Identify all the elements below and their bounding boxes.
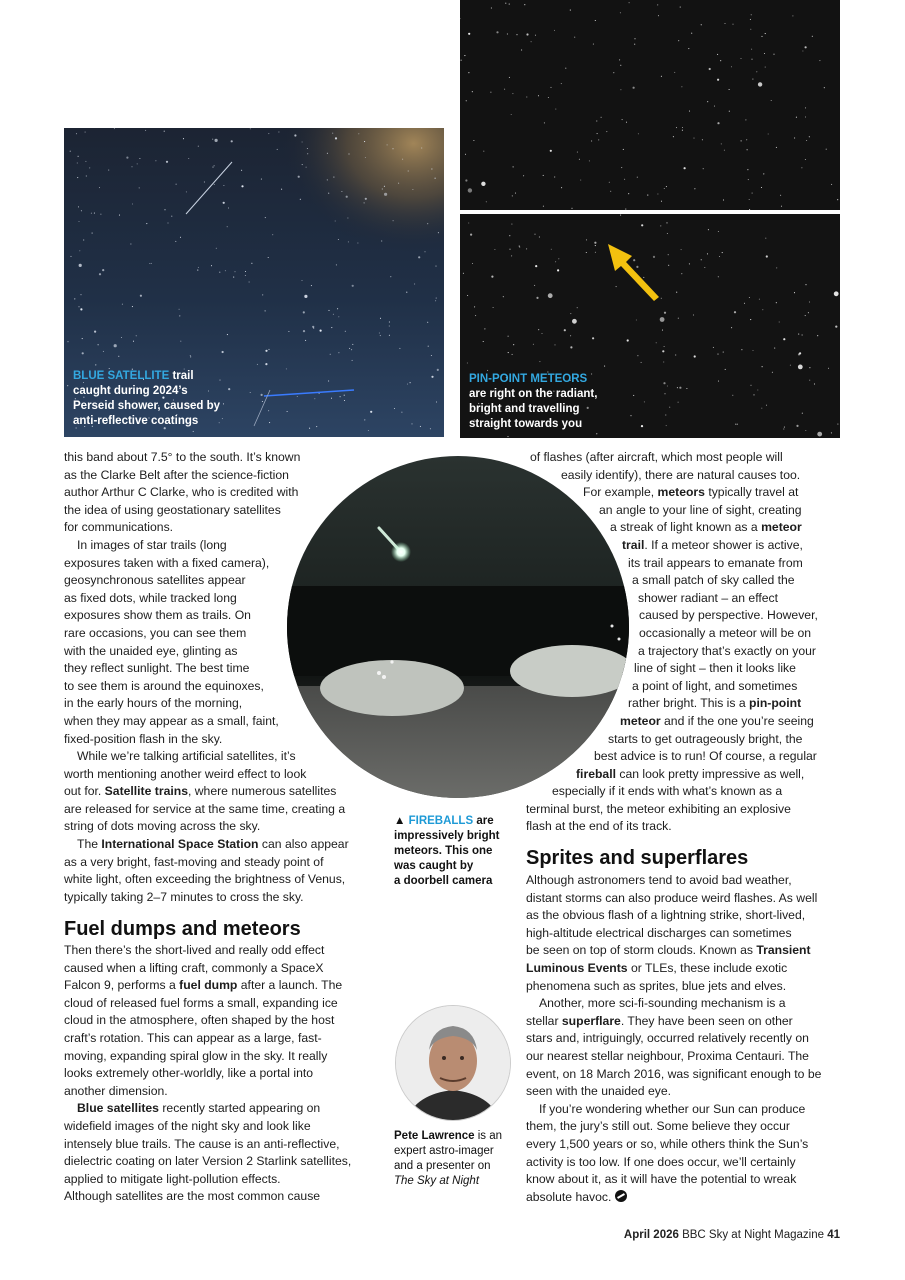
wrap-line: terminal burst, the meteor exhibiting an explosive (526, 801, 791, 816)
wrap-line: a small patch of sky called the (632, 573, 795, 588)
wrap-line: For example, meteors typically travel at (583, 485, 799, 500)
fireball-head (391, 542, 411, 562)
wrap-line: meteor and if the one you’re seeing (620, 713, 814, 728)
wrap-line: trail. If a meteor shower is active, (622, 537, 803, 552)
arrow-icon (608, 244, 659, 301)
blue-satellite-caption: BLUE SATELLITE trail caught during 2024’s Perseid shower, caused by anti-reflective coatings (73, 370, 221, 427)
caption-highlight: BLUE SATELLITE (73, 370, 170, 382)
magazine-name: BBC Sky at Night Magazine (682, 1229, 824, 1241)
wrap-line: flash at the end of its track. (526, 819, 672, 834)
fireball-caption: ▲ FIREBALLS are impressively bright meteors. This one was caught by a doorbell camera (394, 815, 500, 887)
wrap-line: caused by perspective. However, (639, 608, 818, 623)
page-number: 41 (827, 1229, 840, 1241)
paragraph-superflare: Another, more sci-fi-sounding mechanism is a stellar superflare. They have been seen on other stars and, intriguingly, occurred relatively recently on our nearest stellar neighbour, Proxima Centauri. The event, on 18 March 2016, was significant enough to be seen with the unaided eye. (526, 996, 822, 1099)
wrap-line: occasionally a meteor will be on (639, 625, 812, 640)
wrap-line: its trail appears to emanate from (628, 555, 803, 570)
paragraph-sun: If you’re wondering whether our Sun can produce them, the jury’s still out. Some believe they occur every 1,500 years or so, while others think the Sun’s activity is too low. If one does occur, we’ll certainly know about it, as it will have the potential to wreak absolute havoc. (526, 1101, 809, 1204)
paragraph-clarke-belt: this band about 7.5° to the south. It’s known as the Clarke Belt after the science-fiction author Arthur C Clarke, who is credited with the idea of using geostationary satellites for communications. (64, 450, 301, 535)
left-column-lower (64, 942, 374, 1206)
wrap-line: a streak of light known as a meteor (610, 520, 802, 535)
wrap-line: an angle to your line of sight, creating (599, 502, 802, 517)
caption-highlight: PIN-POINT METEORS (469, 373, 588, 385)
paragraph-satellite-trains: While we’re talking artificial satellites, it’s worth mentioning another weird effect to look out for. Satellite trains, where numerous satellites are released for service at the same time, creating a string of dots moving across the sky. (64, 749, 346, 834)
paragraph-blue-satellites: Blue satellites recently started appearing on widefield images of the night sky and look like intensely blue trails. The cause is an anti-reflective, dielectric coating on later Version 2 Starlink satellites, applied to mitigate light-pollution effects. Although satellites are the most common cause (64, 1101, 352, 1204)
end-mark-icon (615, 1190, 627, 1202)
paragraph-tles: Although astronomers tend to avoid bad weather, distant storms can also produce weird flashes. As well as the obvious flash of a lightning strike, short-lived, high-altitude electrical discharges can sometimes be seen on top of storm clouds. Known as Transient Luminous Events or TLEs, these include exotic phenomena such as sprites, blue jets and elves. (526, 873, 818, 993)
pinpoint-bottom-photo (460, 214, 840, 438)
wrap-line: of flashes (after aircraft, which most people will (530, 450, 783, 464)
wrap-line: best advice is to run! Of course, a regular (594, 749, 817, 764)
page-footer (600, 1229, 840, 1241)
wrap-line: rather bright. This is a pin-point (628, 696, 802, 711)
issue-date: April 2026 (623, 1229, 679, 1241)
wrap-line: especially if it ends with what’s known as a (552, 784, 783, 799)
wrap-line: fireball can look pretty impressive as well, (576, 766, 805, 781)
wrap-line: shower radiant – an effect (638, 590, 779, 605)
paragraph-star-trails: In images of star trails (long exposures taken with a fixed camera), geosynchronous satellites appear as fixed dots, while tracked long exposures show them as trails. On rare occasions, you can see them with the unaided eye, glinting as they reflect sunlight. The best time to see them is around the equinoxes, in the early hours of the morning, when they may appear as a small, faint, fixed-position flash in the sky. (64, 537, 279, 746)
heading-fuel-dumps: Fuel dumps and meteors (64, 918, 301, 940)
blue-satellite-photo (64, 128, 444, 437)
author-portrait (396, 1006, 510, 1120)
pinpoint-caption: PIN-POINT METEORS are right on the radiant, bright and travelling straight towards you (469, 373, 598, 430)
heading-sprites: Sprites and superflares (526, 847, 749, 869)
paragraph-iss: The International Space Station can also appear as a very bright, fast-moving and steady point of white light, often exceeding the brightness of Venus, typically taking 2–7 minutes to cross the sky. (64, 837, 349, 904)
pinpoint-top-starfield (460, 0, 840, 210)
wrap-line: starts to get outrageously bright, the (608, 731, 803, 746)
pinpoint-top-photo (460, 0, 840, 210)
right-column-wrap (526, 449, 842, 836)
author-bio: Pete Lawrence is an expert astro-imager and a presenter on The Sky at Night (394, 1130, 503, 1187)
right-column-lower (526, 872, 842, 1206)
wrap-line: easily identify), there are natural causes too. (561, 467, 801, 482)
wrap-line: a trajectory that’s exactly on your (638, 643, 816, 658)
paragraph-fuel-dump: Then there’s the short-lived and really odd effect caused when a lifting craft, commonly a SpaceX Falcon 9, performs a fuel dump after a launch. The cloud of released fuel forms a small, expanding ice cloud in the atmosphere, often shaped by the host craft’s rotation. This can appear as a large, fast- moving, expanding spiral glow in the sky. It really looks extremely other-worldly, like a portal into another dimension. (64, 943, 343, 1098)
author-avatar (395, 1005, 511, 1121)
wrap-line: line of sight – then it looks like (634, 661, 796, 676)
wrap-line: a point of light, and sometimes (632, 678, 798, 693)
